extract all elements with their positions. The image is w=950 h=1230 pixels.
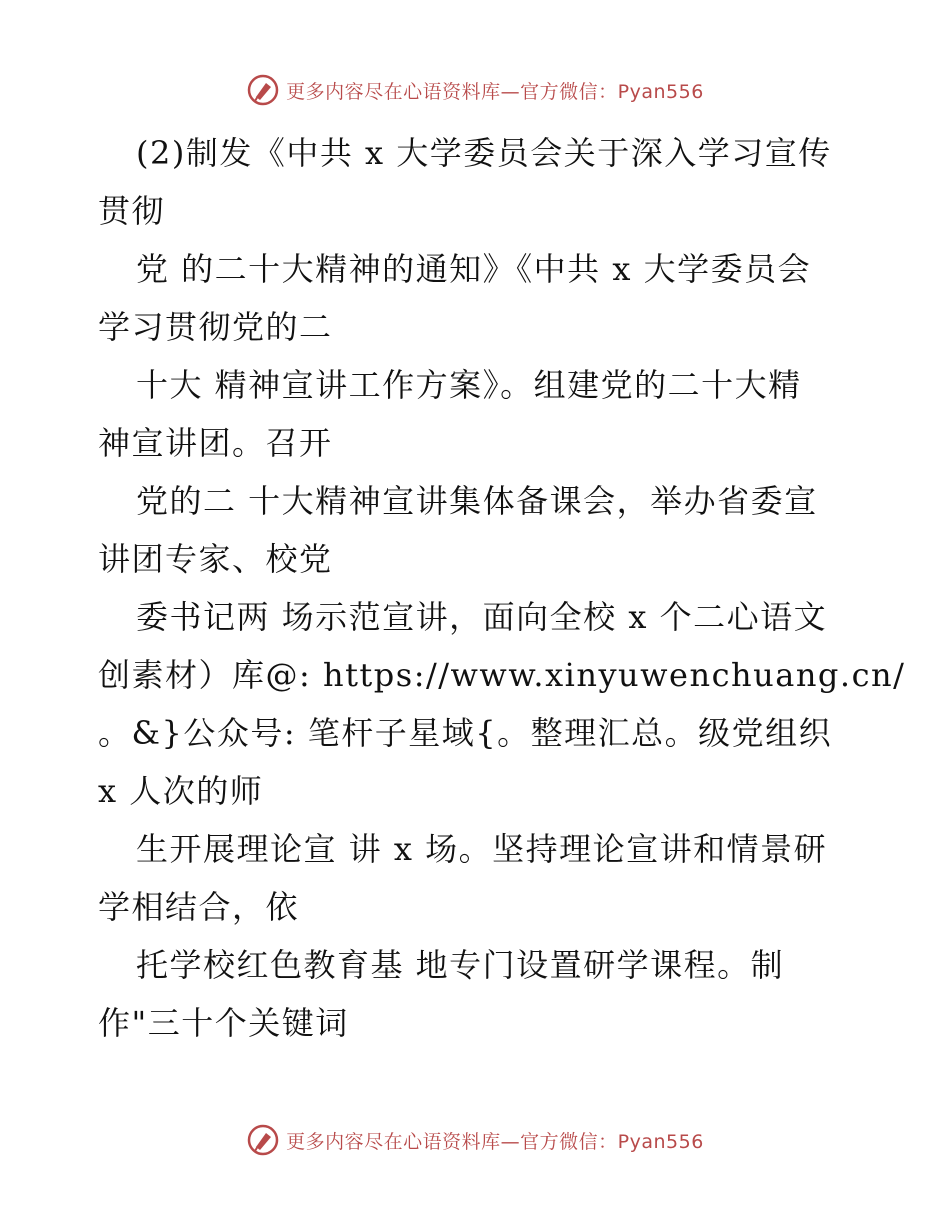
body-line: 托学校红色教育基 地专门设置研学课程。制	[136, 946, 785, 984]
body-line: 创素材）库@: https://www.xinyuwenchuang.cn/	[98, 656, 906, 694]
body-line: 贯彻	[98, 192, 166, 230]
document-body	[98, 124, 906, 1052]
body-line: 党的二 十大精神宣讲集体备课会，举办省委宣	[136, 482, 818, 520]
body-line: 讲团专家、校党	[98, 540, 333, 578]
body-line: 作"三十个关键词	[98, 1004, 349, 1042]
pen-nib-logo-icon	[246, 73, 280, 107]
body-line: 生开展理论宣 讲 x 场。坚持理论宣讲和情景研	[136, 830, 828, 868]
header-banner	[0, 70, 950, 110]
header-banner-text: 更多内容尽在心语资料库—官方微信：Pyan556	[286, 80, 704, 103]
body-line: 神宣讲团。召开	[98, 424, 333, 462]
body-line: 党 的二十大精神的通知》《中共 x 大学委员会	[136, 250, 812, 288]
footer-banner	[0, 1120, 950, 1160]
body-line: 学习贯彻党的二	[98, 308, 333, 346]
footer-banner-text: 更多内容尽在心语资料库—官方微信：Pyan556	[286, 1130, 704, 1153]
body-line: 学相结合，依	[98, 888, 300, 926]
body-line: 委书记两 场示范宣讲，面向全校 x 个二心语文	[136, 598, 828, 636]
pen-nib-logo-icon	[246, 1123, 280, 1157]
body-line: x 人次的师	[98, 772, 264, 810]
body-line: 。&}公众号: 笔杆子星域{。整理汇总。级党组织	[98, 714, 833, 752]
body-line: 十大 精神宣讲工作方案》。组建党的二十大精	[136, 366, 802, 404]
body-line: (2)制发《中共 x 大学委员会关于深入学习宣传	[136, 134, 832, 172]
